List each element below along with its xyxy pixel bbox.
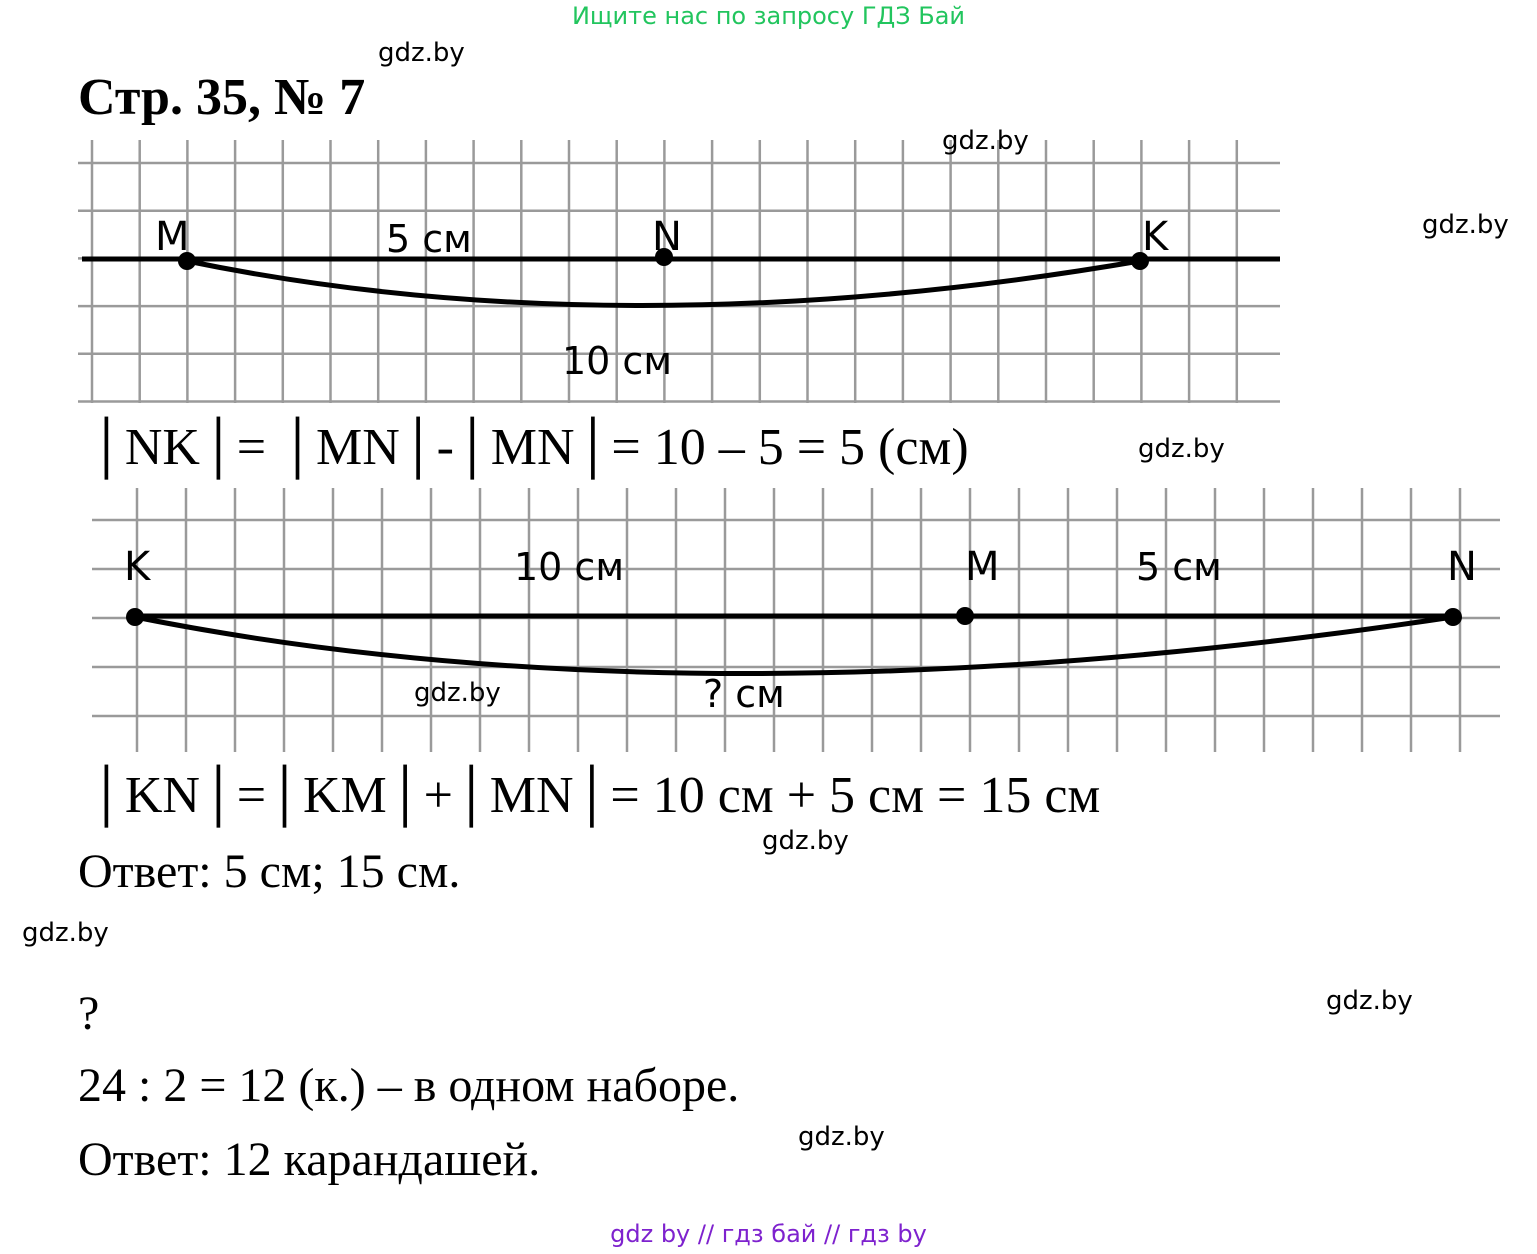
watermark: gdz.by [414,678,501,708]
point-n [1444,608,1462,626]
answer-1: Ответ: 5 см; 15 см. [78,845,461,898]
search-banner: Ищите нас по запросу ГДЗ Бай [571,2,966,30]
equation-1: │NK│= │MN│-│MN│= 10 – 5 = 5 (см) [88,419,969,476]
segment-length-label: 5 см [386,217,472,261]
segment-length-label: 5 см [1136,545,1222,589]
watermark: gdz.by [1138,434,1225,464]
question-mark: ? [78,987,100,1040]
calculation: 24 : 2 = 12 (к.) – в одном наборе. [78,1059,740,1112]
equation-2: │KN│=│KM│+│MN│= 10 см + 5 см = 15 см [88,767,1101,824]
point-label: N [1447,544,1477,590]
footer-links: gdz by // гдз бай // гдз by [610,1220,927,1248]
segment-length-label: 10 см [514,545,624,589]
watermark: gdz.by [1326,986,1413,1016]
watermark: gdz.by [1422,210,1509,240]
watermark: gdz.by [762,826,849,856]
grid-2 [92,488,1500,752]
arc-length-label: 10 см [562,339,672,383]
arc-length-label: ? см [703,672,785,716]
point-m [956,607,974,625]
point-k [126,608,144,626]
point-label: M [155,214,190,260]
point-label: K [124,544,151,590]
point-label: K [1142,214,1169,260]
watermark: gdz.by [942,126,1029,156]
watermark: gdz.by [378,38,465,68]
page-title: Стр. 35, № 7 [78,69,366,126]
answer-2: Ответ: 12 карандашей. [78,1133,541,1186]
point-label: M [965,544,1000,590]
watermark: gdz.by [22,918,109,948]
point-label: N [652,214,682,260]
watermark: gdz.by [798,1122,885,1152]
